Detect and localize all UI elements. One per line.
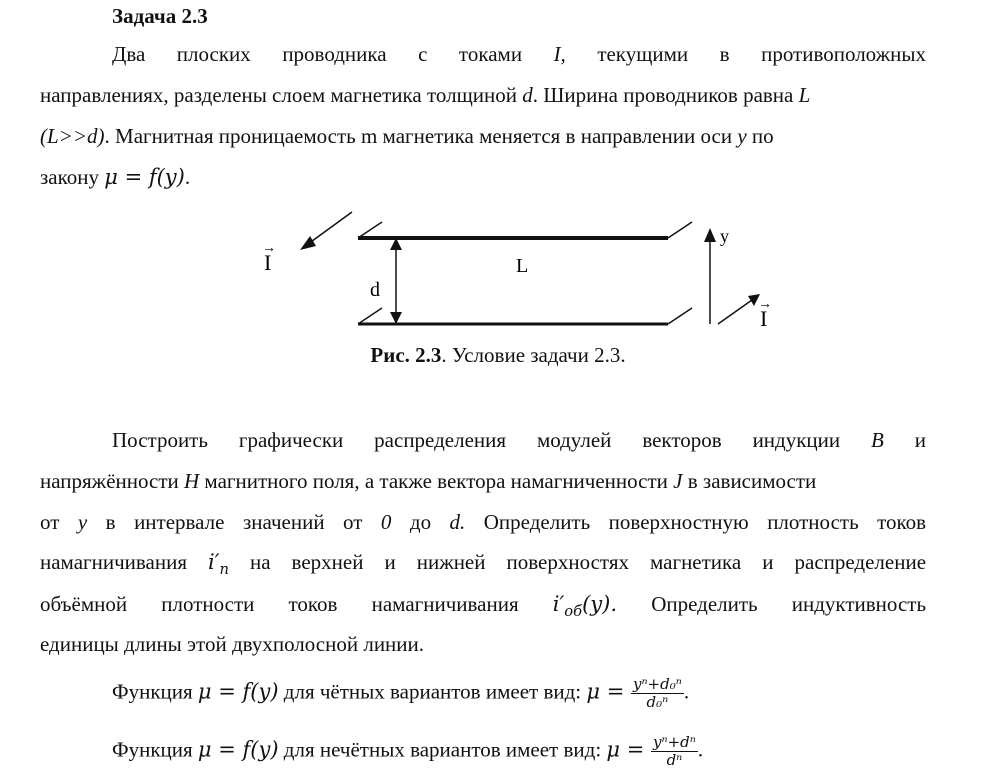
bottom-conductor-edge — [668, 308, 692, 324]
para1-line1: Два плоских проводника с токами I, текущими в противоположных — [112, 42, 927, 66]
current-arrow-right — [718, 300, 752, 324]
para2-line4: намагничивания $i'_п$ на верхней и нижней поверхностях магнетика и распределение — [40, 550, 927, 579]
label-thickness: d — [370, 279, 380, 301]
label-current-left: I — [264, 250, 272, 275]
top-conductor-edge — [668, 222, 692, 238]
para1-line2: направлениях, разделены слоем магнетика толщиной d. Ширина проводников равна L — [40, 83, 811, 107]
y-axis-arrow-head — [704, 228, 716, 242]
para2-line3: от y в интервале значений от 0 до d. Определить поверхностную плотность токов — [40, 510, 927, 534]
top-conductor-back — [358, 222, 382, 238]
label-current-left-vector: → — [262, 241, 276, 256]
para2-line6: единицы длины этой двухполосной линии. — [40, 632, 425, 656]
current-arrow-left — [308, 212, 352, 244]
function-even: Функция μ = f(y) для чётных вариантов имеет вид: μ = $\frac{\text{yⁿ+d₀ⁿ}}{\text{d₀ⁿ}}$ . — [112, 675, 690, 711]
para2-line5: объёмной плотности токов намагничивания $i'_{об}(y)$. Определить индуктивность — [40, 592, 927, 621]
para1-line3: (L>>d). Магнитная проницаемость m магнетика меняется в направлении оси y по — [40, 124, 774, 148]
fraction-odd: $\frac{\text{yⁿ+dⁿ}}{\text{dⁿ}}$ — [653, 733, 696, 769]
label-width: L — [516, 255, 529, 277]
para2-line2: напряжённости H магнитного поля, а также вектора намагниченности J в зависимости — [40, 469, 817, 493]
thickness-arrow-head-bottom — [390, 312, 402, 324]
para2-line1: Построить графически распределения модулей векторов индукции B и — [112, 428, 927, 452]
current-arrow-left-head — [300, 236, 316, 250]
label-y-axis: y — [720, 226, 729, 246]
figure-2-3 — [240, 200, 800, 340]
function-odd: Функция μ = f(y) для нечётных вариантов имеет вид: μ = $\frac{\text{yⁿ+dⁿ}}{\text{dⁿ}}$ . — [112, 733, 704, 769]
fraction-even: $\frac{\text{yⁿ+d₀ⁿ}}{\text{d₀ⁿ}}$ — [632, 675, 682, 711]
label-current-right-vector: → — [758, 297, 772, 312]
bottom-conductor-back — [358, 308, 382, 324]
problem-title: Задача 2.3 — [112, 4, 208, 28]
figure-caption: Рис. 2.3. Условие задачи 2.3. — [370, 343, 626, 367]
para1-line4: закону μ = f(y). — [40, 165, 191, 189]
label-current-right: I — [760, 306, 768, 331]
